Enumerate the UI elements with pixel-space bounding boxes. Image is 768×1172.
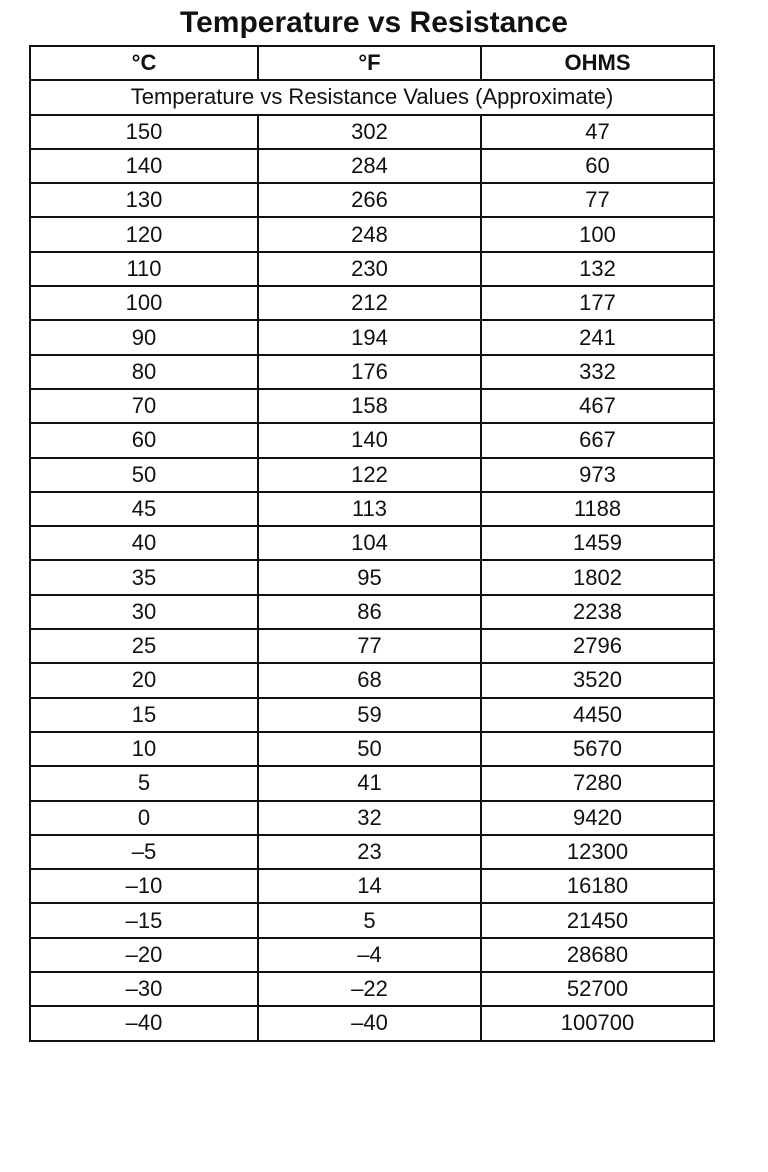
- ohms-cell: 16180: [481, 869, 714, 903]
- table-body: [30, 115, 714, 1041]
- table-row: [30, 458, 714, 492]
- table-row: [30, 252, 714, 286]
- column-header-celsius: °C: [30, 46, 258, 80]
- table-row: [30, 115, 714, 149]
- fahrenheit-cell: 86: [258, 595, 481, 629]
- celsius-cell: 80: [30, 355, 258, 389]
- fahrenheit-cell: –4: [258, 938, 481, 972]
- table-row: [30, 801, 714, 835]
- ohms-cell: 667: [481, 423, 714, 457]
- table-row: [30, 217, 714, 251]
- fahrenheit-cell: 59: [258, 698, 481, 732]
- table-row: [30, 629, 714, 663]
- celsius-cell: –10: [30, 869, 258, 903]
- fahrenheit-cell: 302: [258, 115, 481, 149]
- table-row: [30, 698, 714, 732]
- subtitle-row: [30, 80, 714, 114]
- celsius-cell: 150: [30, 115, 258, 149]
- ohms-cell: 973: [481, 458, 714, 492]
- celsius-cell: 70: [30, 389, 258, 423]
- ohms-cell: 21450: [481, 903, 714, 937]
- table-row: [30, 766, 714, 800]
- ohms-cell: 52700: [481, 972, 714, 1006]
- ohms-cell: 5670: [481, 732, 714, 766]
- table-row: [30, 595, 714, 629]
- celsius-cell: 90: [30, 320, 258, 354]
- fahrenheit-cell: 266: [258, 183, 481, 217]
- fahrenheit-cell: 68: [258, 663, 481, 697]
- celsius-cell: –20: [30, 938, 258, 972]
- ohms-cell: 177: [481, 286, 714, 320]
- ohms-cell: 100700: [481, 1006, 714, 1040]
- celsius-cell: 130: [30, 183, 258, 217]
- column-header-fahrenheit: °F: [258, 46, 481, 80]
- fahrenheit-cell: 50: [258, 732, 481, 766]
- celsius-cell: 20: [30, 663, 258, 697]
- ohms-cell: 467: [481, 389, 714, 423]
- celsius-cell: 60: [30, 423, 258, 457]
- temperature-resistance-table: [29, 45, 715, 1042]
- ohms-cell: 28680: [481, 938, 714, 972]
- celsius-cell: 10: [30, 732, 258, 766]
- ohms-cell: 7280: [481, 766, 714, 800]
- celsius-cell: 110: [30, 252, 258, 286]
- fahrenheit-cell: 104: [258, 526, 481, 560]
- celsius-cell: 50: [30, 458, 258, 492]
- column-header-ohms: OHMS: [481, 46, 714, 80]
- celsius-cell: 25: [30, 629, 258, 663]
- table-row: [30, 492, 714, 526]
- fahrenheit-cell: 113: [258, 492, 481, 526]
- celsius-cell: 100: [30, 286, 258, 320]
- table-row: [30, 183, 714, 217]
- table-row: [30, 903, 714, 937]
- ohms-cell: 100: [481, 217, 714, 251]
- fahrenheit-cell: 5: [258, 903, 481, 937]
- fahrenheit-cell: 14: [258, 869, 481, 903]
- ohms-cell: 3520: [481, 663, 714, 697]
- celsius-cell: –15: [30, 903, 258, 937]
- table-row: [30, 663, 714, 697]
- table-row: [30, 423, 714, 457]
- fahrenheit-cell: 41: [258, 766, 481, 800]
- ohms-cell: 9420: [481, 801, 714, 835]
- celsius-cell: 120: [30, 217, 258, 251]
- celsius-cell: 15: [30, 698, 258, 732]
- page-title: Temperature vs Resistance: [180, 6, 568, 39]
- fahrenheit-cell: –40: [258, 1006, 481, 1040]
- table-row: [30, 732, 714, 766]
- fahrenheit-cell: 230: [258, 252, 481, 286]
- fahrenheit-cell: 77: [258, 629, 481, 663]
- celsius-cell: –5: [30, 835, 258, 869]
- ohms-cell: 1188: [481, 492, 714, 526]
- celsius-cell: 140: [30, 149, 258, 183]
- ohms-cell: 241: [481, 320, 714, 354]
- table-row: [30, 149, 714, 183]
- ohms-cell: 132: [481, 252, 714, 286]
- fahrenheit-cell: 23: [258, 835, 481, 869]
- ohms-cell: 77: [481, 183, 714, 217]
- fahrenheit-cell: 158: [258, 389, 481, 423]
- ohms-cell: 4450: [481, 698, 714, 732]
- fahrenheit-cell: 32: [258, 801, 481, 835]
- table-row: [30, 320, 714, 354]
- ohms-cell: 47: [481, 115, 714, 149]
- fahrenheit-cell: –22: [258, 972, 481, 1006]
- header-row: [30, 46, 714, 80]
- table-row: [30, 972, 714, 1006]
- ohms-cell: 1459: [481, 526, 714, 560]
- ohms-cell: 2238: [481, 595, 714, 629]
- ohms-cell: 1802: [481, 560, 714, 594]
- ohms-cell: 12300: [481, 835, 714, 869]
- fahrenheit-cell: 95: [258, 560, 481, 594]
- fahrenheit-cell: 140: [258, 423, 481, 457]
- celsius-cell: 40: [30, 526, 258, 560]
- table-row: [30, 1006, 714, 1040]
- table-row: [30, 355, 714, 389]
- fahrenheit-cell: 284: [258, 149, 481, 183]
- ohms-cell: 2796: [481, 629, 714, 663]
- celsius-cell: –40: [30, 1006, 258, 1040]
- table-row: [30, 526, 714, 560]
- fahrenheit-cell: 212: [258, 286, 481, 320]
- celsius-cell: 30: [30, 595, 258, 629]
- table-row: [30, 938, 714, 972]
- celsius-cell: 5: [30, 766, 258, 800]
- celsius-cell: –30: [30, 972, 258, 1006]
- fahrenheit-cell: 248: [258, 217, 481, 251]
- fahrenheit-cell: 194: [258, 320, 481, 354]
- table-row: [30, 869, 714, 903]
- table-subtitle: Temperature vs Resistance Values (Approximate): [30, 80, 714, 114]
- table-row: [30, 560, 714, 594]
- celsius-cell: 45: [30, 492, 258, 526]
- table-row: [30, 286, 714, 320]
- table-row: [30, 835, 714, 869]
- table-row: [30, 389, 714, 423]
- fahrenheit-cell: 122: [258, 458, 481, 492]
- ohms-cell: 60: [481, 149, 714, 183]
- fahrenheit-cell: 176: [258, 355, 481, 389]
- celsius-cell: 35: [30, 560, 258, 594]
- celsius-cell: 0: [30, 801, 258, 835]
- ohms-cell: 332: [481, 355, 714, 389]
